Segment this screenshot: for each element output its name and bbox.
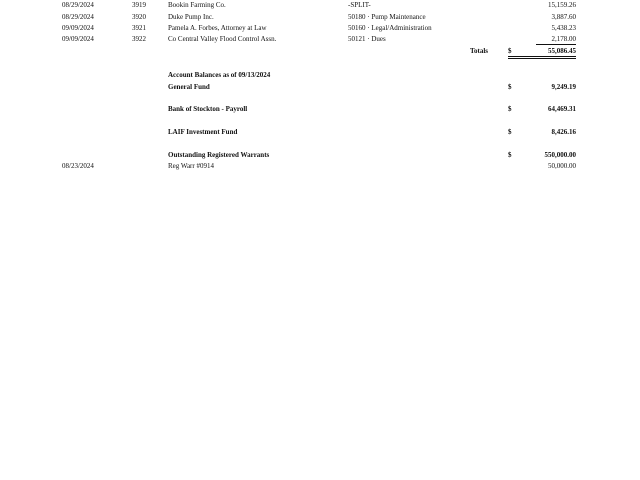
balances-heading: Account Balances as of 09/13/2024 bbox=[168, 71, 271, 79]
check-number: 3920 bbox=[132, 13, 146, 21]
totals-currency: $ bbox=[508, 47, 512, 55]
check-amount: 15,159.26 bbox=[548, 1, 576, 9]
balance-currency: $ bbox=[508, 83, 512, 91]
warrant-description: Reg Warr #0914 bbox=[168, 162, 214, 170]
warrants-row bbox=[0, 151, 640, 160]
balance-row-laif bbox=[0, 128, 640, 137]
warrants-label: Outstanding Registered Warrants bbox=[168, 151, 270, 159]
totals-amount: 55,086.45 bbox=[548, 47, 576, 55]
warrant-amount: 50,000.00 bbox=[548, 162, 576, 170]
warrant-item-row bbox=[0, 162, 640, 171]
balance-label: Bank of Stockton - Payroll bbox=[168, 105, 248, 113]
check-payee: Co Central Valley Flood Control Assn. bbox=[168, 35, 277, 43]
check-payee: Duke Pump Inc. bbox=[168, 13, 214, 21]
check-amount: 3,887.60 bbox=[551, 13, 576, 21]
balance-label: LAIF Investment Fund bbox=[168, 128, 238, 136]
check-row bbox=[0, 24, 640, 33]
totals-row bbox=[0, 47, 640, 56]
balance-amount: 8,426.16 bbox=[551, 128, 576, 136]
totals-label: Totals bbox=[470, 47, 489, 55]
balance-currency: $ bbox=[508, 128, 512, 136]
check-row bbox=[0, 35, 640, 44]
subtotal-rule bbox=[536, 44, 576, 45]
check-amount: 2,178.00 bbox=[551, 35, 576, 43]
check-account: -SPLIT- bbox=[348, 1, 371, 9]
check-payee: Pamela A. Forbes, Attorney at Law bbox=[168, 24, 267, 32]
check-number: 3922 bbox=[132, 35, 146, 43]
warrant-date: 08/23/2024 bbox=[62, 162, 94, 170]
balance-row-general-fund bbox=[0, 83, 640, 92]
check-row bbox=[0, 1, 640, 10]
check-number: 3919 bbox=[132, 1, 146, 9]
total-rule-top bbox=[508, 56, 576, 57]
check-account: 50180 · Pump Maintenance bbox=[348, 13, 426, 21]
total-rule-bottom bbox=[508, 58, 576, 59]
warrants-amount: 550,000.00 bbox=[544, 151, 576, 159]
check-row bbox=[0, 13, 640, 22]
check-date: 09/09/2024 bbox=[62, 35, 94, 43]
balance-amount: 9,249.19 bbox=[551, 83, 576, 91]
balance-currency: $ bbox=[508, 105, 512, 113]
check-amount: 5,438.23 bbox=[551, 24, 576, 32]
balance-amount: 64,469.31 bbox=[548, 105, 576, 113]
check-date: 08/29/2024 bbox=[62, 1, 94, 9]
check-number: 3921 bbox=[132, 24, 146, 32]
warrants-currency: $ bbox=[508, 151, 512, 159]
check-account: 50121 · Dues bbox=[348, 35, 386, 43]
check-payee: Bookin Farming Co. bbox=[168, 1, 226, 9]
check-account: 50160 · Legal/Administration bbox=[348, 24, 432, 32]
check-date: 08/29/2024 bbox=[62, 13, 94, 21]
check-date: 09/09/2024 bbox=[62, 24, 94, 32]
balance-row-payroll bbox=[0, 105, 640, 114]
balance-label: General Fund bbox=[168, 83, 210, 91]
